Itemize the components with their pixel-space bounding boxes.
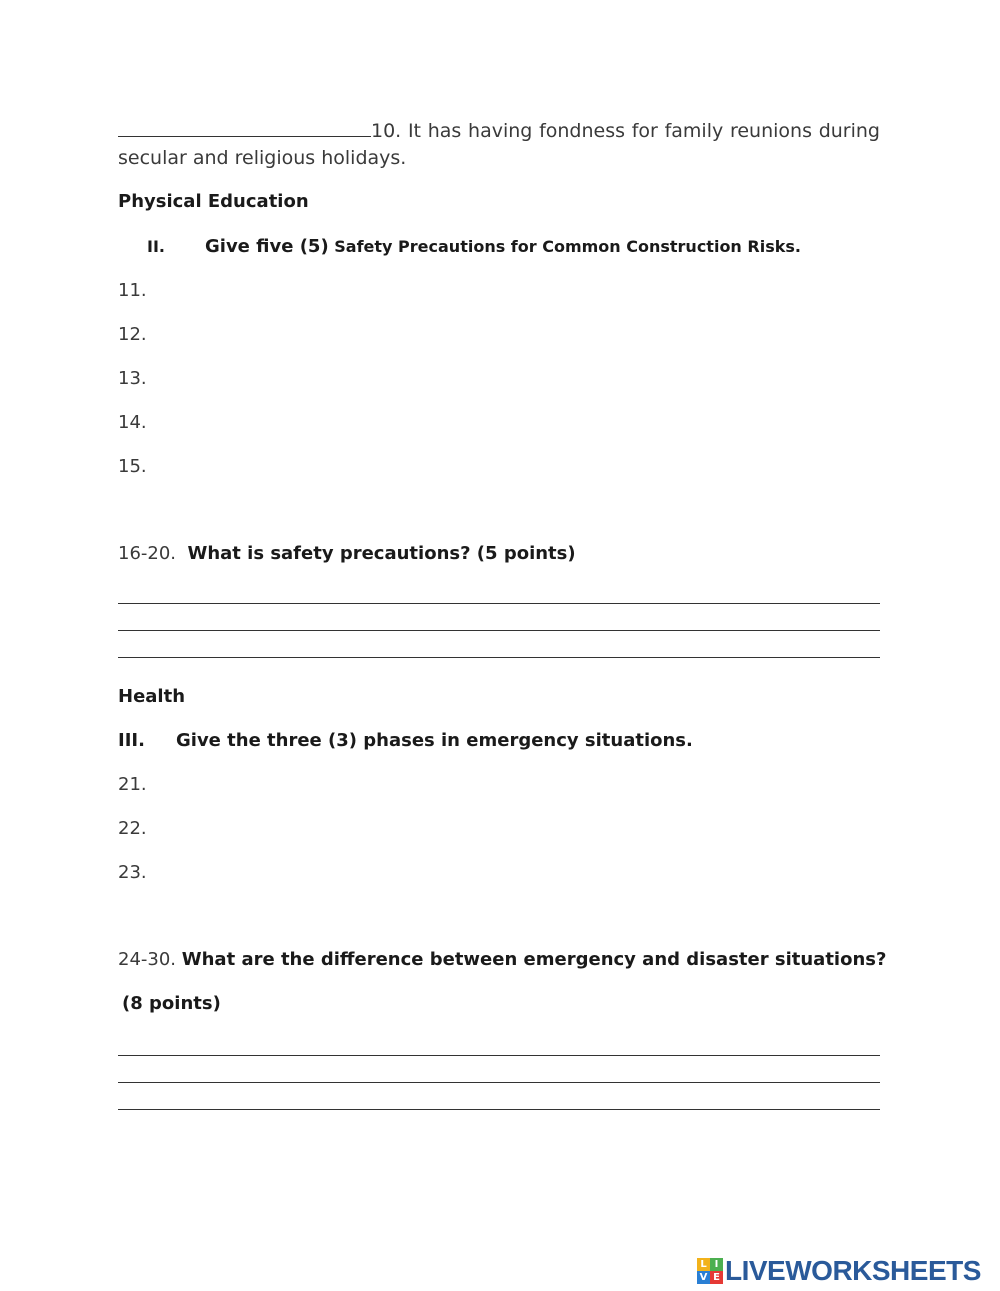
- item-number: 14.: [118, 412, 147, 433]
- essay-question-text: What are the difference between emergency and disaster situations?: [181, 949, 887, 970]
- question-10-text: It has having fondness for family reunions during secular and religious holidays.: [118, 120, 880, 169]
- item-number: 11.: [118, 280, 147, 301]
- section-title-health: Health: [118, 686, 186, 707]
- instruction-ii-rest: Safety Precautions for Common Construction Risks.: [334, 237, 801, 256]
- essay-points: [122, 993, 221, 1014]
- essay-question-16-20: [118, 543, 576, 564]
- instruction-iii-text: Give the three (3) phases in emergency situations.: [176, 730, 693, 751]
- question-10: [118, 118, 880, 172]
- item-number: 22.: [118, 818, 147, 839]
- question-10-number: 10.: [371, 120, 402, 142]
- essay-points-text: (8 points): [122, 993, 221, 1014]
- essay-question-text: What is safety precautions? (5 points): [187, 543, 576, 564]
- item-number: 12.: [118, 324, 147, 345]
- answer-blank-10[interactable]: [118, 120, 371, 137]
- essay-question-24-30: [118, 949, 886, 970]
- badge-letter: I: [710, 1258, 723, 1271]
- roman-numeral-iii: III.: [118, 730, 145, 751]
- item-number: 13.: [118, 368, 147, 389]
- item-number: 21.: [118, 774, 147, 795]
- answer-line[interactable]: [118, 1109, 880, 1110]
- section-title-physical-education: Physical Education: [118, 191, 309, 212]
- answer-line[interactable]: [118, 1082, 880, 1083]
- answer-line[interactable]: [118, 603, 880, 604]
- badge-letter: L: [697, 1258, 710, 1271]
- logo-badge-icon: [697, 1258, 723, 1284]
- essay-number: 24-30.: [118, 949, 177, 970]
- item-number: 15.: [118, 456, 147, 477]
- answer-line[interactable]: [118, 657, 880, 658]
- answer-line[interactable]: [118, 630, 880, 631]
- answer-line[interactable]: [118, 1055, 880, 1056]
- badge-letter: E: [710, 1271, 723, 1284]
- logo-wordmark: LIVEWORKSHEETS: [725, 1255, 981, 1286]
- badge-letter: V: [697, 1271, 710, 1284]
- item-number: 23.: [118, 862, 147, 883]
- liveworksheets-logo: [697, 1256, 981, 1286]
- roman-numeral-ii: II.: [147, 237, 165, 256]
- instruction-iii: [118, 730, 693, 751]
- instruction-ii: [147, 236, 801, 257]
- essay-number: 16-20.: [118, 543, 177, 564]
- instruction-ii-lead: Give five (5): [205, 236, 329, 257]
